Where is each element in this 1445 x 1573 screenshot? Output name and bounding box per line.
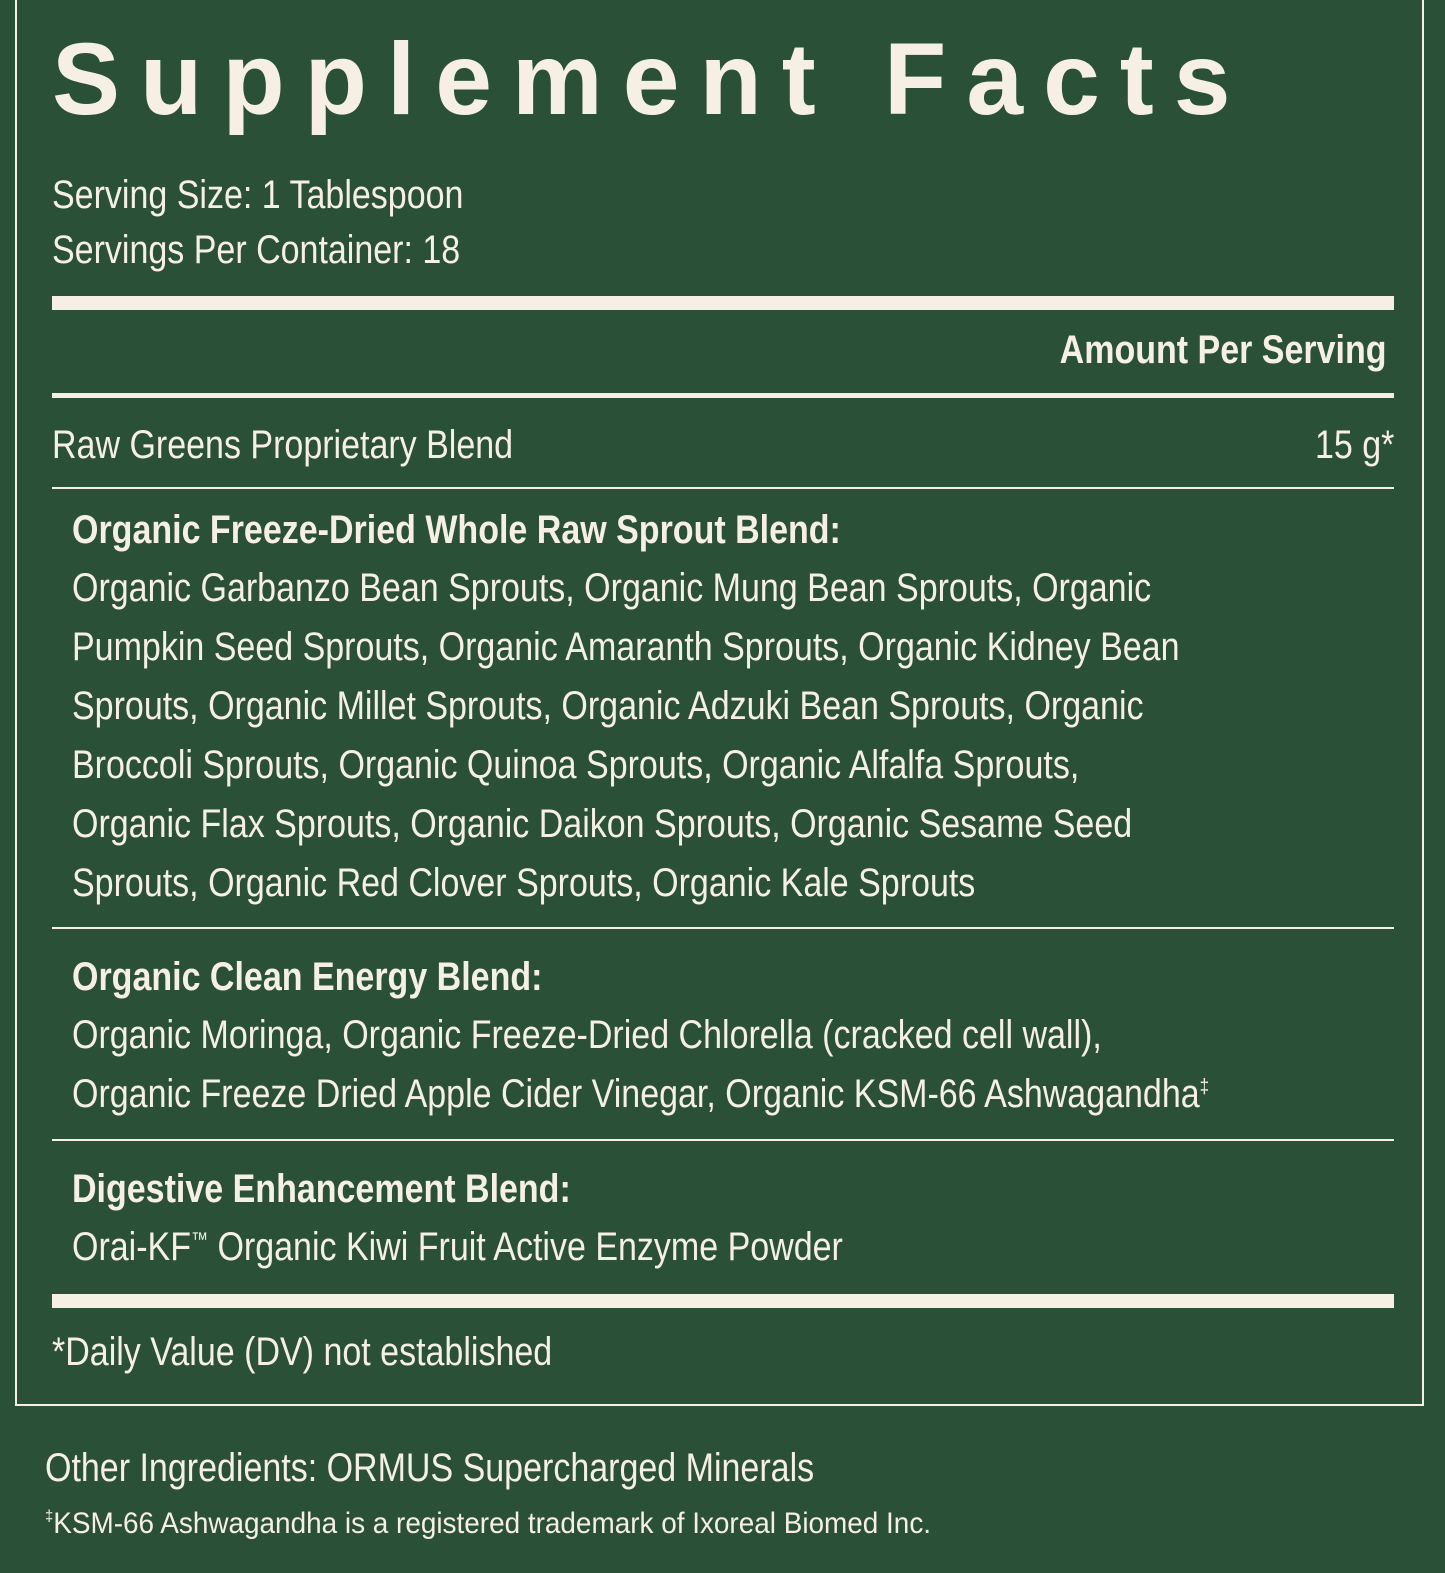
servings-per-container: Servings Per Container: 18 [52, 228, 461, 272]
energy-blend-heading: Organic Clean Energy Blend: [72, 955, 543, 999]
ingredient-line: Organic Garbanzo Bean Sprouts, Organic Mung Bean Sprouts, Organic [72, 566, 1152, 610]
proprietary-blend-amount: 15 g* [1314, 423, 1394, 467]
trademark-note-text: KSM-66 Ashwagandha is a registered trademark of Ixoreal Biomed Inc. [53, 1507, 932, 1540]
divider-below-blend [52, 487, 1394, 489]
trademark-mark: ™ [191, 1229, 208, 1251]
thick-divider-top [52, 296, 1394, 310]
sprout-blend-heading: Organic Freeze-Dried Whole Raw Sprout Blend: [72, 508, 841, 552]
ingredient-line: Sprouts, Organic Red Clover Sprouts, Organic Kale Sprouts [72, 861, 976, 905]
daily-value-note: *Daily Value (DV) not established [52, 1330, 553, 1374]
ingredient-line: Sprouts, Organic Millet Sprouts, Organic Adzuki Bean Sprouts, Organic [72, 684, 1144, 728]
sprout-blend-ingredients [72, 559, 1179, 913]
ingredient-text: Organic Kiwi Fruit Active Enzyme Powder [208, 1225, 843, 1269]
double-dagger-mark: ‡ [45, 1508, 54, 1525]
divider-section-1 [52, 927, 1394, 929]
double-dagger-mark: ‡ [1199, 1076, 1210, 1098]
ingredient-line: Organic Moringa, Organic Freeze-Dried Chlorella (cracked cell wall), [72, 1013, 1102, 1057]
divider-section-2 [52, 1139, 1394, 1141]
amount-per-serving-header: Amount Per Serving [1060, 328, 1387, 372]
thick-divider-bottom [52, 1294, 1394, 1308]
energy-blend-ingredients [72, 1006, 1209, 1124]
label-title: Supplement Facts [52, 22, 1251, 136]
ingredient-text: Organic Freeze Dried Apple Cider Vinegar, Organic KSM-66 Ashwagandha [72, 1072, 1200, 1116]
supplement-facts-panel [15, 0, 1424, 1406]
ingredient-text: Orai-KF [72, 1225, 191, 1269]
other-ingredients: Other Ingredients: ORMUS Supercharged Minerals [45, 1446, 815, 1490]
digestive-blend-heading: Digestive Enhancement Blend: [72, 1167, 571, 1211]
ingredient-line [72, 1218, 843, 1277]
digestive-blend-ingredients [72, 1218, 843, 1277]
ingredient-line: Broccoli Sprouts, Organic Quinoa Sprouts, Organic Alfalfa Sprouts, [72, 743, 1080, 787]
divider-below-header [52, 393, 1394, 398]
ingredient-line: Pumpkin Seed Sprouts, Organic Amaranth Sprouts, Organic Kidney Bean [72, 625, 1180, 669]
trademark-footnote [45, 1509, 931, 1539]
proprietary-blend-name: Raw Greens Proprietary Blend [52, 423, 514, 467]
serving-size: Serving Size: 1 Tablespoon [52, 173, 464, 217]
ingredient-line: Organic Flax Sprouts, Organic Daikon Sprouts, Organic Sesame Seed [72, 802, 1133, 846]
ingredient-line [72, 1065, 1209, 1124]
